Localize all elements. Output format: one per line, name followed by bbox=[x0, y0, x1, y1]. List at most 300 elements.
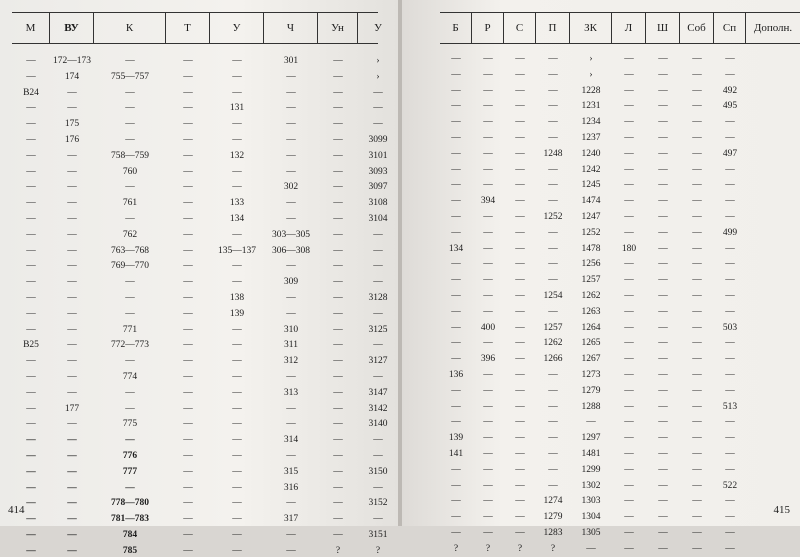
left-page-number: 414 bbox=[8, 504, 25, 516]
table-cell: — bbox=[483, 449, 493, 459]
table-cell: — bbox=[67, 103, 77, 114]
table-cell: — bbox=[658, 54, 668, 64]
table-cell: 1262 bbox=[543, 338, 563, 349]
table-cell: — bbox=[125, 356, 135, 367]
table-cell: — bbox=[725, 338, 735, 349]
table-cell: 1273 bbox=[581, 370, 601, 380]
table-cell: — bbox=[692, 227, 702, 238]
right-header-cell: П bbox=[536, 13, 570, 43]
table-cell: — bbox=[125, 119, 135, 130]
right-header-cell: Р bbox=[472, 13, 504, 43]
table-cell: — bbox=[548, 259, 558, 270]
table-cell: — bbox=[658, 449, 668, 459]
table-cell: — bbox=[26, 387, 36, 398]
table-cell: — bbox=[692, 69, 702, 80]
table-cell: В25 bbox=[23, 340, 39, 351]
table-cell: — bbox=[658, 338, 668, 349]
table-cell: — bbox=[658, 133, 668, 143]
table-cell: — bbox=[67, 435, 77, 446]
table-cell: — bbox=[624, 528, 634, 538]
table-cell: — bbox=[183, 435, 193, 446]
table-cell: — bbox=[451, 180, 461, 191]
table-cell: — bbox=[725, 464, 735, 475]
table-cell: — bbox=[515, 243, 525, 254]
table-cell: — bbox=[183, 214, 193, 224]
table-cell: — bbox=[658, 464, 668, 475]
table-cell: — bbox=[373, 245, 383, 256]
table-cell: — bbox=[26, 419, 36, 430]
table-cell: — bbox=[658, 291, 668, 301]
table-cell: — bbox=[483, 54, 493, 64]
table-cell: — bbox=[451, 291, 461, 301]
table-cell: — bbox=[658, 433, 668, 444]
table-cell: — bbox=[26, 482, 36, 493]
table-cell: 301 bbox=[283, 56, 299, 66]
table-cell: — bbox=[333, 198, 343, 209]
table-cell: — bbox=[286, 261, 296, 272]
table-cell: — bbox=[483, 512, 493, 523]
table-cell: 499 bbox=[722, 227, 738, 238]
table-cell: — bbox=[67, 182, 77, 193]
table-cell: — bbox=[692, 322, 702, 333]
table-cell: 784 bbox=[122, 530, 138, 540]
table-cell: — bbox=[515, 148, 525, 159]
table-cell: — bbox=[692, 133, 702, 143]
table-cell: 1262 bbox=[581, 291, 601, 301]
table-cell: — bbox=[451, 512, 461, 523]
table-cell: — bbox=[483, 306, 493, 317]
table-cell: 313 bbox=[283, 387, 299, 398]
table-cell: — bbox=[624, 354, 634, 365]
table-cell: — bbox=[725, 54, 735, 64]
table-cell: — bbox=[692, 496, 702, 507]
table-cell: — bbox=[26, 245, 36, 256]
table-cell: — bbox=[26, 372, 36, 382]
table-cell: — bbox=[515, 417, 525, 428]
table-cell: — bbox=[515, 180, 525, 191]
table-cell: — bbox=[483, 528, 493, 538]
table-cell: — bbox=[624, 259, 634, 270]
table-cell: — bbox=[725, 449, 735, 459]
table-cell: 303—305 bbox=[272, 229, 310, 240]
table-cell: — bbox=[624, 433, 634, 444]
table-cell: — bbox=[658, 543, 668, 554]
table-cell: — bbox=[624, 480, 634, 491]
left-header-cell: Ч bbox=[264, 13, 318, 43]
table-cell: — bbox=[232, 182, 242, 193]
table-cell: — bbox=[548, 243, 558, 254]
table-cell: 1257 bbox=[581, 275, 601, 286]
table-cell: 758—759 bbox=[111, 150, 149, 161]
table-cell: — bbox=[183, 166, 193, 177]
table-cell: — bbox=[692, 512, 702, 523]
table-cell: — bbox=[586, 417, 596, 428]
left-page bbox=[0, 0, 398, 556]
table-cell: — bbox=[624, 69, 634, 80]
table-cell: 776 bbox=[122, 451, 138, 461]
table-cell: — bbox=[183, 514, 193, 525]
table-cell: — bbox=[26, 293, 36, 303]
table-cell: 761 bbox=[122, 198, 138, 209]
table-cell: — bbox=[624, 338, 634, 349]
table-cell: 3151 bbox=[368, 530, 388, 540]
table-cell: — bbox=[451, 306, 461, 317]
table-cell: — bbox=[483, 417, 493, 428]
table-cell: ? bbox=[335, 545, 341, 556]
table-cell: 769—770 bbox=[111, 261, 149, 272]
table-cell: — bbox=[658, 85, 668, 96]
table-cell: — bbox=[333, 214, 343, 224]
table-cell: — bbox=[67, 229, 77, 240]
table-cell: — bbox=[67, 308, 77, 319]
table-cell: — bbox=[67, 466, 77, 477]
table-cell: 180 bbox=[621, 243, 637, 254]
table-cell: — bbox=[725, 69, 735, 80]
table-cell: — bbox=[232, 403, 242, 414]
table-cell: — bbox=[515, 259, 525, 270]
table-cell: — bbox=[692, 243, 702, 254]
table-cell: — bbox=[725, 512, 735, 523]
table-cell: — bbox=[451, 85, 461, 96]
table-cell: — bbox=[232, 119, 242, 130]
table-cell: — bbox=[333, 482, 343, 493]
table-cell: — bbox=[451, 322, 461, 333]
table-cell: 3140 bbox=[368, 419, 388, 430]
table-cell: — bbox=[515, 322, 525, 333]
table-cell: — bbox=[515, 433, 525, 444]
table-cell: — bbox=[692, 180, 702, 191]
table-cell: — bbox=[232, 514, 242, 525]
table-cell: — bbox=[183, 451, 193, 461]
table-cell: — bbox=[515, 133, 525, 143]
table-cell: — bbox=[483, 101, 493, 112]
table-cell: — bbox=[67, 372, 77, 382]
table-cell: — bbox=[548, 69, 558, 80]
table-cell: — bbox=[692, 291, 702, 301]
table-cell: 1252 bbox=[581, 227, 601, 238]
table-cell: 396 bbox=[480, 354, 496, 365]
table-cell: — bbox=[232, 340, 242, 351]
table-cell: — bbox=[624, 322, 634, 333]
table-cell: — bbox=[183, 87, 193, 98]
table-cell: — bbox=[232, 466, 242, 477]
table-cell: — bbox=[232, 482, 242, 493]
table-cell: 302 bbox=[283, 182, 299, 193]
table-cell: — bbox=[483, 69, 493, 80]
table-cell: 174 bbox=[64, 71, 80, 82]
table-cell: — bbox=[333, 308, 343, 319]
right-header-cell: Ш bbox=[646, 13, 680, 43]
table-cell: — bbox=[658, 101, 668, 112]
table-cell: — bbox=[725, 417, 735, 428]
table-cell: 138 bbox=[229, 293, 245, 303]
table-cell: — bbox=[125, 135, 135, 145]
table-cell: 141 bbox=[448, 449, 464, 459]
left-header-cell: Т bbox=[166, 13, 210, 43]
table-cell: — bbox=[373, 340, 383, 351]
table-cell: — bbox=[286, 166, 296, 177]
table-cell: — bbox=[451, 212, 461, 222]
table-cell: — bbox=[183, 530, 193, 540]
table-cell: — bbox=[515, 354, 525, 365]
left-header-cell: М bbox=[12, 13, 50, 43]
table-cell: 503 bbox=[722, 322, 738, 333]
table-cell: — bbox=[515, 385, 525, 396]
table-cell: — bbox=[67, 214, 77, 224]
table-cell: — bbox=[624, 512, 634, 523]
table-cell: — bbox=[26, 403, 36, 414]
table-cell: — bbox=[725, 291, 735, 301]
table-cell: 3127 bbox=[368, 356, 388, 367]
table-cell: — bbox=[548, 117, 558, 128]
table-cell: — bbox=[26, 103, 36, 114]
table-cell: — bbox=[692, 543, 702, 554]
table-cell: — bbox=[183, 103, 193, 114]
table-cell: — bbox=[333, 56, 343, 66]
table-cell: — bbox=[67, 150, 77, 161]
table-cell: — bbox=[183, 277, 193, 288]
table-cell: — bbox=[692, 212, 702, 222]
table-cell: — bbox=[451, 117, 461, 128]
table-cell: — bbox=[26, 545, 36, 556]
table-cell: — bbox=[183, 245, 193, 256]
table-cell: — bbox=[26, 119, 36, 130]
table-cell: — bbox=[515, 512, 525, 523]
table-cell: 1254 bbox=[543, 291, 563, 301]
table-cell: 172—173 bbox=[53, 56, 91, 66]
table-cell: — bbox=[26, 229, 36, 240]
table-cell: — bbox=[183, 150, 193, 161]
right-header-cell: С bbox=[504, 13, 536, 43]
table-cell: 1263 bbox=[581, 306, 601, 317]
table-cell: — bbox=[624, 417, 634, 428]
table-cell: — bbox=[451, 133, 461, 143]
table-cell: — bbox=[286, 451, 296, 461]
right-table-header bbox=[440, 12, 800, 44]
table-cell: — bbox=[67, 387, 77, 398]
table-cell: — bbox=[515, 227, 525, 238]
table-cell: — bbox=[658, 528, 668, 538]
table-cell: 1231 bbox=[581, 101, 601, 112]
table-cell: — bbox=[183, 261, 193, 272]
table-cell: — bbox=[26, 56, 36, 66]
table-cell: 781—783 bbox=[111, 514, 149, 525]
table-cell: — bbox=[515, 464, 525, 475]
table-cell: — bbox=[725, 528, 735, 538]
table-cell: — bbox=[26, 451, 36, 461]
table-cell: — bbox=[658, 69, 668, 80]
table-cell: — bbox=[624, 227, 634, 238]
table-cell: — bbox=[624, 54, 634, 64]
table-cell: — bbox=[624, 275, 634, 286]
table-cell: — bbox=[183, 135, 193, 145]
table-cell: ? bbox=[550, 543, 556, 554]
table-cell: — bbox=[67, 293, 77, 303]
table-cell: — bbox=[451, 417, 461, 428]
table-cell: — bbox=[232, 356, 242, 367]
table-cell: — bbox=[125, 482, 135, 493]
table-cell: — bbox=[692, 148, 702, 159]
table-cell: — bbox=[692, 433, 702, 444]
table-cell: — bbox=[333, 293, 343, 303]
table-cell: — bbox=[333, 340, 343, 351]
table-cell: — bbox=[183, 482, 193, 493]
table-cell: — bbox=[515, 449, 525, 459]
table-cell: — bbox=[183, 340, 193, 351]
table-cell: 134 bbox=[229, 214, 245, 224]
table-cell: — bbox=[725, 354, 735, 365]
table-cell: 3093 bbox=[368, 166, 388, 177]
table-cell: › bbox=[376, 56, 380, 66]
table-cell: — bbox=[286, 498, 296, 509]
table-cell: 1234 bbox=[581, 117, 601, 128]
table-cell: — bbox=[725, 543, 735, 554]
table-cell: — bbox=[183, 387, 193, 398]
table-cell: — bbox=[483, 227, 493, 238]
table-cell: ? bbox=[375, 545, 381, 556]
right-header-cell: Дополн. bbox=[753, 22, 793, 34]
table-cell: — bbox=[548, 449, 558, 459]
right-header-cell: Б bbox=[440, 13, 472, 43]
table-cell: — bbox=[515, 101, 525, 112]
table-cell: 315 bbox=[283, 466, 299, 477]
table-cell: — bbox=[333, 245, 343, 256]
table-cell: — bbox=[725, 306, 735, 317]
table-cell: — bbox=[232, 530, 242, 540]
table-cell: — bbox=[483, 433, 493, 444]
table-cell: — bbox=[483, 180, 493, 191]
table-cell: — bbox=[232, 261, 242, 272]
table-cell: — bbox=[183, 356, 193, 367]
table-cell: 3125 bbox=[368, 324, 388, 335]
table-cell: 1283 bbox=[543, 528, 563, 538]
table-cell: — bbox=[692, 354, 702, 365]
table-cell: 1240 bbox=[581, 148, 601, 159]
table-cell: — bbox=[692, 385, 702, 396]
table-cell: — bbox=[451, 401, 461, 412]
table-cell: 777 bbox=[122, 466, 138, 477]
table-cell: — bbox=[26, 466, 36, 477]
table-cell: 400 bbox=[480, 322, 496, 333]
table-cell: — bbox=[483, 133, 493, 143]
table-cell: 778—780 bbox=[111, 498, 149, 509]
table-cell: — bbox=[183, 229, 193, 240]
table-cell: 785 bbox=[122, 545, 138, 556]
table-cell: — bbox=[451, 480, 461, 491]
table-cell: — bbox=[26, 198, 36, 209]
table-cell: 317 bbox=[283, 514, 299, 525]
table-cell: — bbox=[333, 403, 343, 414]
table-cell: 492 bbox=[722, 85, 738, 96]
table-cell: — bbox=[232, 229, 242, 240]
table-cell: — bbox=[125, 87, 135, 98]
table-cell: 3104 bbox=[368, 214, 388, 224]
table-cell: 3152 bbox=[368, 498, 388, 509]
table-cell: — bbox=[373, 261, 383, 272]
table-cell: — bbox=[333, 261, 343, 272]
table-cell: — bbox=[548, 417, 558, 428]
table-cell: — bbox=[451, 385, 461, 396]
left-header-cell: Ун bbox=[318, 13, 358, 43]
table-cell: — bbox=[286, 372, 296, 382]
table-cell: — bbox=[483, 291, 493, 301]
table-cell: — bbox=[333, 387, 343, 398]
table-cell: 306—308 bbox=[272, 245, 310, 256]
table-cell: — bbox=[658, 354, 668, 365]
table-cell: — bbox=[725, 196, 735, 207]
table-cell: 133 bbox=[229, 198, 245, 209]
table-cell: — bbox=[658, 243, 668, 254]
table-cell: 3099 bbox=[368, 135, 388, 145]
table-cell: — bbox=[483, 85, 493, 96]
table-cell: — bbox=[483, 259, 493, 270]
table-cell: 1242 bbox=[581, 164, 601, 175]
table-cell: — bbox=[725, 212, 735, 222]
table-cell: — bbox=[548, 227, 558, 238]
table-cell: 1247 bbox=[581, 212, 601, 222]
table-cell: — bbox=[725, 385, 735, 396]
table-cell: — bbox=[692, 54, 702, 64]
table-cell: — bbox=[373, 119, 383, 130]
table-cell: — bbox=[483, 243, 493, 254]
table-cell: 3142 bbox=[368, 403, 388, 414]
table-cell: — bbox=[624, 148, 634, 159]
table-cell: — bbox=[658, 117, 668, 128]
table-cell: — bbox=[373, 87, 383, 98]
table-cell: — bbox=[373, 514, 383, 525]
table-cell: — bbox=[483, 370, 493, 380]
table-cell: — bbox=[451, 528, 461, 538]
table-cell: — bbox=[286, 119, 296, 130]
table-cell: — bbox=[183, 182, 193, 193]
table-cell: 771 bbox=[122, 324, 138, 335]
table-cell: — bbox=[125, 403, 135, 414]
left-header-cell: ВУ bbox=[50, 13, 94, 43]
table-cell: — bbox=[67, 277, 77, 288]
right-page-number: 415 bbox=[773, 504, 790, 516]
table-cell: — bbox=[548, 385, 558, 396]
table-cell: 755—757 bbox=[111, 71, 149, 82]
table-cell: — bbox=[483, 496, 493, 507]
table-cell: — bbox=[586, 543, 596, 554]
table-cell: — bbox=[451, 148, 461, 159]
table-cell: — bbox=[692, 85, 702, 96]
table-cell: — bbox=[26, 277, 36, 288]
table-cell: — bbox=[451, 164, 461, 175]
table-cell: — bbox=[658, 148, 668, 159]
left-header-cell: У bbox=[210, 13, 264, 43]
table-cell: — bbox=[658, 401, 668, 412]
left-header-cell: К bbox=[94, 13, 166, 43]
table-cell: 1299 bbox=[581, 464, 601, 475]
table-cell: — bbox=[232, 277, 242, 288]
table-cell: — bbox=[232, 166, 242, 177]
table-cell: — bbox=[692, 464, 702, 475]
table-cell: — bbox=[125, 387, 135, 398]
table-cell: — bbox=[286, 293, 296, 303]
table-cell: — bbox=[483, 480, 493, 491]
right-header-cell: Соб bbox=[680, 13, 714, 43]
table-cell: 1305 bbox=[581, 528, 601, 538]
left-header-cell: У bbox=[374, 22, 382, 34]
table-cell: — bbox=[232, 545, 242, 556]
table-cell: — bbox=[183, 545, 193, 556]
table-cell: — bbox=[692, 401, 702, 412]
table-cell: — bbox=[451, 338, 461, 349]
table-cell: — bbox=[286, 403, 296, 414]
table-cell: — bbox=[67, 482, 77, 493]
table-cell: — bbox=[692, 370, 702, 380]
